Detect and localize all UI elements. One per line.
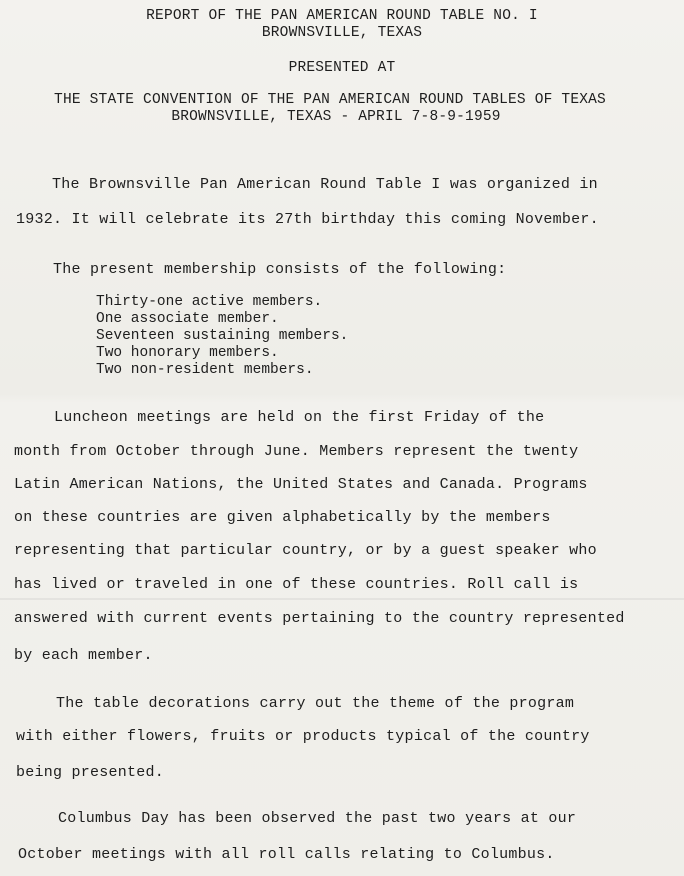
report-title: REPORT OF THE PAN AMERICAN ROUND TABLE NO. I [146,8,538,24]
para2-line: Luncheon meetings are held on the first Friday of the [54,409,545,426]
para1-line: 1932. It will celebrate its 27th birthday this coming November. [16,211,599,228]
presented-at: PRESENTED AT [288,60,396,76]
convention-title: THE STATE CONVENTION OF THE PAN AMERICAN ROUND TABLES OF TEXAS [54,92,606,108]
para3-line: being presented. [16,764,165,781]
membership-item: Two honorary members. [96,345,279,361]
para2-line: on these countries are given alphabetically by the members [14,509,551,526]
para2-line: has lived or traveled in one of these countries. Roll call is [14,576,579,593]
convention-date: BROWNSVILLE, TEXAS - APRIL 7-8-9-1959 [171,109,501,125]
membership-item: One associate member. [96,311,279,327]
para3-line: The table decorations carry out the theme of the program [56,695,575,712]
para2-line: month from October through June. Members represent the twenty [14,443,579,460]
membership-intro: The present membership consists of the following: [53,261,507,278]
paper-fold [0,598,684,600]
membership-item: Thirty-one active members. [96,294,323,310]
para2-line: representing that particular country, or by a guest speaker who [14,542,597,559]
para1-line: The Brownsville Pan American Round Table I was organized in [52,176,598,193]
para3-line: with either flowers, fruits or products typical of the country [16,728,590,745]
para4-line: October meetings with all roll calls relating to Columbus. [18,846,555,863]
para2-line: by each member. [14,647,153,664]
para4-line: Columbus Day has been observed the past two years at our [58,810,577,827]
para2-line: answered with current events pertaining to the country represented [14,610,625,627]
membership-item: Two non-resident members. [96,362,314,378]
para2-line: Latin American Nations, the United States and Canada. Programs [14,476,588,493]
report-location: BROWNSVILLE, TEXAS [261,25,423,41]
membership-item: Seventeen sustaining members. [96,328,349,344]
